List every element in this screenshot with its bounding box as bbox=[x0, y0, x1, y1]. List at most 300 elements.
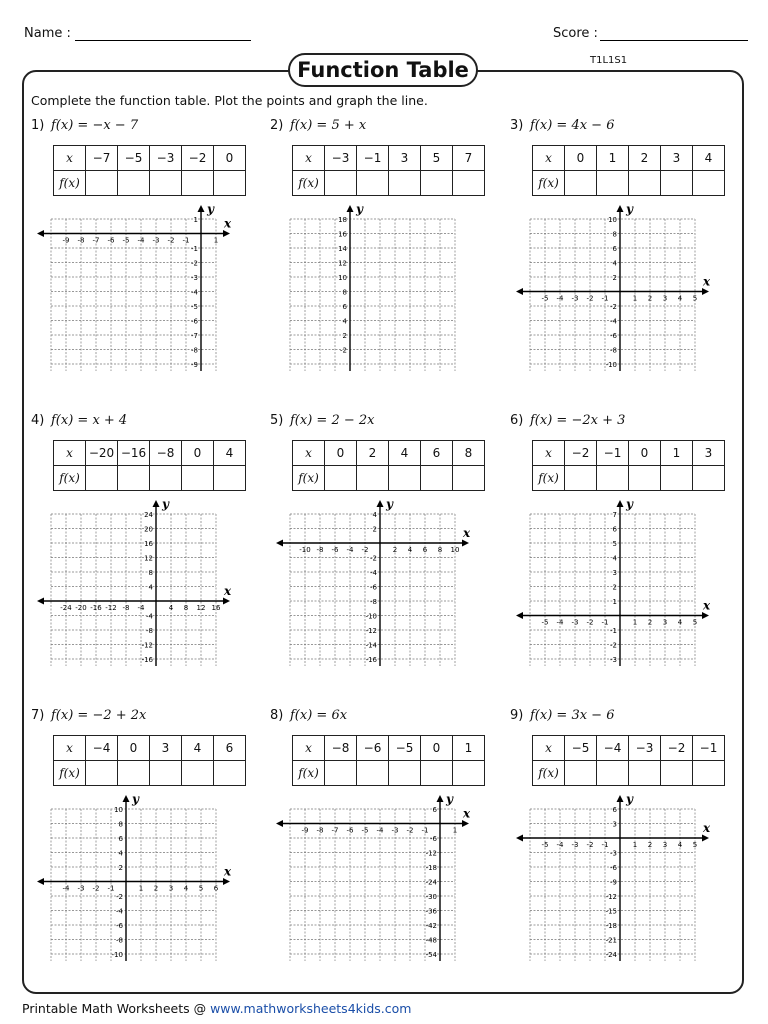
name-field bbox=[24, 26, 251, 41]
y-tick-label: -8 bbox=[370, 598, 377, 606]
x-tick-label: 2 bbox=[647, 618, 653, 627]
function-table bbox=[53, 440, 246, 491]
y-tick-label: 6 bbox=[612, 525, 617, 534]
function-rule: f(x) = 5 + x bbox=[290, 118, 367, 133]
y-tick-label: 5 bbox=[612, 540, 617, 548]
y-tick-label: -16 bbox=[141, 656, 153, 664]
x-value-cell: −5 bbox=[565, 736, 597, 761]
x-tick-label: -4 bbox=[346, 546, 354, 554]
y-tick-label: -4 bbox=[146, 612, 153, 621]
x-value-cell: 1 bbox=[597, 146, 629, 171]
problem-number: 5) bbox=[270, 413, 284, 428]
y-tick-label: 1 bbox=[612, 598, 617, 606]
x-value-cell: −2 bbox=[565, 441, 597, 466]
y-tick-label: 3 bbox=[612, 820, 617, 829]
x-tick-label: -4 bbox=[137, 236, 145, 245]
x-tick-label: -1 bbox=[601, 294, 609, 303]
x-tick-label: 4 bbox=[677, 618, 683, 627]
y-tick-label: -2 bbox=[191, 259, 198, 268]
x-tick-label: -8 bbox=[316, 546, 324, 554]
problem-number: 6) bbox=[510, 413, 524, 428]
x-tick-label: -20 bbox=[75, 604, 87, 612]
x-row-label: x bbox=[293, 736, 325, 761]
x-tick-label: -2 bbox=[167, 236, 175, 245]
problem-number: 4) bbox=[31, 413, 45, 428]
function-rule: f(x) = x + 4 bbox=[51, 413, 128, 428]
x-tick-label: -7 bbox=[92, 236, 100, 245]
y-tick-label: -2 bbox=[116, 893, 123, 901]
coordinate-grid[interactable] bbox=[510, 486, 710, 666]
x-tick-label: 6 bbox=[213, 884, 219, 893]
y-axis-letter: y bbox=[446, 792, 453, 806]
y-tick-label: -6 bbox=[610, 332, 617, 340]
x-tick-label: 1 bbox=[632, 841, 638, 849]
y-axis-letter: y bbox=[132, 792, 139, 806]
x-value-cell: −8 bbox=[150, 441, 182, 466]
y-tick-label: -42 bbox=[425, 922, 437, 930]
y-tick-label: 8 bbox=[342, 288, 347, 297]
fx-row-label: f(x) bbox=[293, 761, 325, 786]
x-value-cell: −20 bbox=[86, 441, 118, 466]
x-value-cell: 1 bbox=[661, 441, 693, 466]
x-value-cell: −4 bbox=[86, 736, 118, 761]
coordinate-grid[interactable] bbox=[31, 781, 231, 961]
y-tick-label: -14 bbox=[365, 641, 377, 650]
x-tick-label: 16 bbox=[211, 604, 221, 612]
y-tick-label: 12 bbox=[338, 259, 347, 268]
x-axis-letter: x bbox=[463, 806, 470, 821]
x-tick-label: 3 bbox=[662, 841, 668, 849]
y-tick-label: 7 bbox=[612, 511, 617, 519]
x-tick-label: 4 bbox=[677, 841, 683, 849]
x-value-cell: 6 bbox=[421, 441, 453, 466]
y-tick-label: -12 bbox=[605, 893, 617, 901]
x-tick-label: 4 bbox=[677, 294, 683, 303]
x-tick-label: -2 bbox=[406, 826, 414, 835]
fx-row-label: f(x) bbox=[54, 466, 86, 491]
axis-arrowhead bbox=[153, 500, 160, 507]
y-tick-label: 2 bbox=[612, 583, 617, 592]
x-tick-label: 1 bbox=[632, 618, 638, 627]
worksheet-code: T1L1S1 bbox=[590, 55, 628, 66]
x-tick-label: -1 bbox=[601, 618, 609, 627]
footer-prefix: Printable Math Worksheets @ bbox=[22, 1001, 211, 1016]
x-axis-letter: x bbox=[463, 526, 470, 540]
y-tick-label: -16 bbox=[365, 656, 377, 664]
x-axis-letter: x bbox=[703, 821, 710, 835]
x-tick-label: -9 bbox=[62, 236, 70, 245]
problem-number: 2) bbox=[270, 118, 284, 133]
problem-2 bbox=[270, 118, 500, 398]
axis-arrowhead bbox=[702, 835, 709, 842]
y-tick-label: -10 bbox=[605, 361, 617, 369]
problem-heading bbox=[270, 118, 366, 133]
x-value-cell: −6 bbox=[357, 736, 389, 761]
y-tick-label: -1 bbox=[610, 627, 617, 635]
x-row-label: x bbox=[293, 146, 325, 171]
fx-row-label: f(x) bbox=[533, 466, 565, 491]
x-value-cell: −2 bbox=[182, 146, 214, 171]
x-value-cell: −7 bbox=[86, 146, 118, 171]
y-tick-label: -8 bbox=[146, 627, 153, 635]
x-tick-label: -4 bbox=[556, 841, 564, 849]
problem-heading bbox=[31, 413, 127, 428]
x-tick-label: -5 bbox=[541, 841, 549, 849]
y-tick-label: 14 bbox=[338, 245, 347, 253]
x-tick-label: -5 bbox=[122, 236, 130, 245]
y-tick-label: -2 bbox=[610, 303, 617, 311]
axis-arrowhead bbox=[37, 230, 44, 237]
function-rule: f(x) = −2x + 3 bbox=[530, 413, 626, 428]
x-tick-label: -3 bbox=[391, 826, 399, 835]
y-tick-label: -2 bbox=[370, 554, 377, 563]
problem-number: 8) bbox=[270, 708, 284, 723]
x-value-cell: 0 bbox=[325, 441, 357, 466]
problem-1 bbox=[31, 118, 261, 398]
function-table bbox=[292, 735, 485, 786]
y-tick-label: -8 bbox=[191, 346, 198, 355]
x-value-cell: 0 bbox=[182, 441, 214, 466]
x-tick-label: 6 bbox=[422, 546, 428, 554]
x-tick-label: -7 bbox=[331, 826, 339, 835]
axis-arrowhead bbox=[347, 205, 354, 212]
x-tick-label: 10 bbox=[450, 546, 460, 554]
y-tick-label: -10 bbox=[111, 951, 123, 959]
axis-arrowhead bbox=[37, 878, 44, 885]
x-value-cell: 8 bbox=[453, 441, 485, 466]
coordinate-grid[interactable] bbox=[31, 191, 231, 371]
x-value-cell: 3 bbox=[693, 441, 725, 466]
x-tick-label: 5 bbox=[692, 618, 698, 627]
y-tick-label: -24 bbox=[605, 951, 617, 959]
fx-row-label: f(x) bbox=[293, 466, 325, 491]
y-tick-label: -48 bbox=[425, 936, 437, 945]
y-tick-label: -4 bbox=[191, 288, 198, 297]
y-axis-letter: y bbox=[626, 497, 633, 511]
problem-heading bbox=[270, 708, 347, 723]
problem-8 bbox=[270, 708, 500, 988]
x-value-cell: −1 bbox=[357, 146, 389, 171]
y-tick-label: 6 bbox=[118, 835, 123, 843]
problem-6 bbox=[510, 413, 740, 693]
x-tick-label: -6 bbox=[107, 236, 115, 245]
x-value-cell: −8 bbox=[325, 736, 357, 761]
y-tick-label: 6 bbox=[342, 303, 347, 311]
y-tick-label: 6 bbox=[612, 245, 617, 253]
x-tick-label: 1 bbox=[452, 826, 458, 835]
footer bbox=[22, 1001, 411, 1016]
y-tick-label: -2 bbox=[340, 346, 347, 355]
problem-heading bbox=[31, 118, 138, 133]
y-tick-label: -4 bbox=[116, 907, 123, 916]
y-tick-label: -12 bbox=[365, 627, 377, 635]
y-tick-label: 10 bbox=[114, 806, 123, 814]
coordinate-grid[interactable] bbox=[510, 191, 710, 371]
x-tick-label: -3 bbox=[152, 236, 160, 245]
fx-row-label: f(x) bbox=[533, 171, 565, 196]
x-tick-label: 2 bbox=[647, 294, 653, 303]
y-tick-label: 3 bbox=[612, 569, 617, 577]
x-tick-label: 5 bbox=[692, 294, 698, 303]
y-tick-label: -36 bbox=[425, 907, 437, 916]
x-row-label: x bbox=[54, 736, 86, 761]
function-rule: f(x) = −x − 7 bbox=[51, 118, 139, 133]
function-table bbox=[292, 145, 485, 196]
y-tick-label: -3 bbox=[191, 274, 198, 282]
instructions: Complete the function table. Plot the points and graph the line. bbox=[31, 93, 428, 108]
x-tick-label: 4 bbox=[168, 604, 174, 612]
axis-arrowhead bbox=[516, 288, 523, 295]
y-tick-label: -18 bbox=[605, 922, 617, 930]
x-value-cell: 6 bbox=[214, 736, 246, 761]
x-tick-label: -4 bbox=[556, 294, 564, 303]
y-tick-label: -10 bbox=[365, 612, 377, 621]
x-tick-label: -1 bbox=[182, 236, 190, 245]
problem-heading bbox=[270, 413, 374, 428]
name-label: Name : bbox=[24, 26, 71, 41]
y-axis-letter: y bbox=[626, 202, 633, 216]
axis-arrowhead bbox=[617, 500, 624, 507]
x-tick-label: -4 bbox=[62, 884, 70, 893]
function-rule: f(x) = 4x − 6 bbox=[530, 118, 615, 133]
x-value-cell: 0 bbox=[214, 146, 246, 171]
function-table bbox=[532, 145, 725, 196]
x-tick-label: 5 bbox=[198, 884, 204, 893]
fx-row-label: f(x) bbox=[54, 171, 86, 196]
x-tick-label: -5 bbox=[361, 826, 369, 835]
y-axis-letter: y bbox=[162, 497, 169, 511]
x-tick-label: -8 bbox=[77, 236, 85, 245]
x-value-cell: −1 bbox=[597, 441, 629, 466]
x-axis-letter: x bbox=[224, 864, 231, 879]
x-tick-label: -1 bbox=[107, 884, 115, 893]
x-tick-label: 3 bbox=[662, 618, 668, 627]
axis-arrowhead bbox=[276, 820, 283, 827]
y-tick-label: -6 bbox=[116, 922, 123, 930]
x-axis-letter: x bbox=[703, 598, 710, 613]
x-row-label: x bbox=[54, 146, 86, 171]
y-axis-letter: y bbox=[207, 202, 214, 216]
problem-number: 9) bbox=[510, 708, 524, 723]
x-tick-label: -8 bbox=[122, 604, 130, 612]
x-tick-label: 2 bbox=[153, 884, 159, 893]
y-tick-label: -1 bbox=[191, 245, 198, 253]
x-tick-label: -3 bbox=[571, 618, 579, 627]
x-value-cell: 0 bbox=[421, 736, 453, 761]
x-tick-label: 1 bbox=[213, 236, 219, 245]
x-tick-label: -5 bbox=[541, 618, 549, 627]
y-tick-label: 10 bbox=[608, 216, 617, 224]
function-rule: f(x) = 3x − 6 bbox=[530, 708, 615, 723]
x-tick-label: -12 bbox=[105, 604, 117, 612]
x-row-label: x bbox=[533, 441, 565, 466]
axis-arrowhead bbox=[462, 540, 469, 547]
y-tick-label: 6 bbox=[612, 806, 617, 814]
y-tick-label: 4 bbox=[148, 583, 153, 592]
x-value-cell: 0 bbox=[565, 146, 597, 171]
x-tick-label: -10 bbox=[299, 546, 311, 554]
y-tick-label: 4 bbox=[612, 554, 617, 563]
axis-arrowhead bbox=[198, 205, 205, 212]
x-value-cell: 3 bbox=[389, 146, 421, 171]
function-rule: f(x) = −2 + 2x bbox=[51, 708, 147, 723]
y-tick-label: -12 bbox=[425, 849, 437, 858]
x-tick-label: 1 bbox=[632, 294, 638, 303]
y-tick-label: 2 bbox=[612, 274, 617, 282]
coordinate-grid[interactable] bbox=[270, 191, 470, 371]
x-value-cell: −3 bbox=[629, 736, 661, 761]
x-value-cell: −5 bbox=[118, 146, 150, 171]
x-tick-label: -6 bbox=[331, 546, 339, 554]
x-value-cell: 3 bbox=[150, 736, 182, 761]
axis-arrowhead bbox=[462, 820, 469, 827]
y-tick-label: 6 bbox=[432, 806, 437, 814]
problem-3 bbox=[510, 118, 740, 398]
x-tick-label: -9 bbox=[301, 826, 309, 835]
axis-arrowhead bbox=[123, 795, 130, 802]
x-tick-label: -4 bbox=[556, 618, 564, 627]
x-tick-label: 1 bbox=[138, 884, 144, 893]
x-tick-label: 3 bbox=[168, 884, 174, 893]
footer-url[interactable]: www.mathworksheets4kids.com bbox=[210, 1001, 412, 1016]
y-tick-label: -7 bbox=[191, 332, 198, 340]
axis-arrowhead bbox=[702, 288, 709, 295]
x-row-label: x bbox=[533, 146, 565, 171]
axis-arrowhead bbox=[276, 540, 283, 547]
function-table bbox=[53, 145, 246, 196]
function-table bbox=[532, 735, 725, 786]
axis-arrowhead bbox=[516, 835, 523, 842]
x-value-cell: 2 bbox=[357, 441, 389, 466]
function-table bbox=[532, 440, 725, 491]
y-tick-label: -6 bbox=[370, 583, 377, 592]
fx-row-label: f(x) bbox=[54, 761, 86, 786]
x-value-cell: 4 bbox=[214, 441, 246, 466]
score-field bbox=[553, 26, 748, 41]
y-tick-label: -9 bbox=[191, 361, 198, 369]
y-tick-label: -4 bbox=[370, 569, 377, 577]
function-rule: f(x) = 6x bbox=[290, 708, 348, 723]
coordinate-grid[interactable] bbox=[510, 781, 710, 961]
x-tick-label: 3 bbox=[662, 294, 668, 303]
x-axis-letter: x bbox=[224, 584, 231, 598]
coordinate-grid[interactable] bbox=[270, 781, 470, 961]
y-tick-label: -8 bbox=[116, 936, 123, 945]
x-value-cell: −3 bbox=[150, 146, 182, 171]
y-tick-label: 12 bbox=[144, 554, 153, 563]
y-tick-label: 4 bbox=[342, 317, 347, 326]
score-label: Score : bbox=[553, 26, 598, 41]
y-tick-label: 4 bbox=[612, 259, 617, 268]
axis-arrowhead bbox=[223, 598, 230, 605]
y-tick-label: 4 bbox=[118, 849, 123, 858]
x-value-cell: −1 bbox=[693, 736, 725, 761]
coordinate-grid[interactable] bbox=[31, 486, 231, 666]
x-tick-label: -4 bbox=[376, 826, 384, 835]
y-tick-label: 2 bbox=[372, 525, 377, 534]
y-tick-label: -4 bbox=[610, 317, 617, 326]
y-axis-letter: y bbox=[626, 792, 633, 806]
problem-heading bbox=[510, 413, 625, 428]
y-tick-label: -6 bbox=[610, 864, 617, 872]
x-tick-label: -3 bbox=[571, 841, 579, 849]
x-row-label: x bbox=[54, 441, 86, 466]
x-tick-label: -1 bbox=[601, 841, 609, 849]
y-tick-label: -6 bbox=[191, 317, 198, 326]
fx-row-label: f(x) bbox=[533, 761, 565, 786]
problem-7 bbox=[31, 708, 261, 988]
problem-number: 1) bbox=[31, 118, 45, 133]
problem-number: 7) bbox=[31, 708, 45, 723]
x-value-cell: 0 bbox=[629, 441, 661, 466]
problem-4 bbox=[31, 413, 261, 693]
x-tick-label: -2 bbox=[92, 884, 100, 893]
x-axis-letter: x bbox=[703, 274, 710, 289]
x-tick-label: 4 bbox=[183, 884, 189, 893]
axis-arrowhead bbox=[617, 795, 624, 802]
x-value-cell: −16 bbox=[118, 441, 150, 466]
x-value-cell: −3 bbox=[325, 146, 357, 171]
page-title: Function Table bbox=[288, 53, 478, 87]
x-axis-letter: x bbox=[224, 216, 231, 231]
axis-arrowhead bbox=[617, 205, 624, 212]
x-value-cell: −2 bbox=[661, 736, 693, 761]
x-tick-label: -3 bbox=[77, 884, 85, 893]
x-value-cell: 7 bbox=[453, 146, 485, 171]
x-row-label: x bbox=[293, 441, 325, 466]
y-tick-label: -21 bbox=[605, 936, 617, 945]
y-tick-label: -15 bbox=[605, 907, 617, 916]
x-tick-label: -2 bbox=[361, 546, 369, 554]
y-tick-label: -8 bbox=[610, 346, 617, 355]
y-tick-label: 24 bbox=[144, 511, 153, 519]
y-tick-label: -2 bbox=[610, 641, 617, 650]
x-tick-label: -6 bbox=[346, 826, 354, 835]
x-value-cell: 4 bbox=[182, 736, 214, 761]
x-row-label: x bbox=[533, 736, 565, 761]
x-tick-label: -24 bbox=[60, 604, 72, 612]
x-value-cell: 3 bbox=[661, 146, 693, 171]
x-tick-label: 12 bbox=[196, 604, 206, 612]
x-value-cell: −5 bbox=[389, 736, 421, 761]
x-tick-label: -2 bbox=[586, 618, 594, 627]
x-tick-label: -16 bbox=[90, 604, 102, 612]
y-tick-label: -54 bbox=[425, 951, 437, 959]
y-tick-label: -30 bbox=[425, 893, 437, 901]
x-tick-label: -2 bbox=[586, 294, 594, 303]
x-tick-label: 8 bbox=[183, 604, 189, 612]
y-tick-label: 4 bbox=[372, 511, 377, 519]
function-rule: f(x) = 2 − 2x bbox=[290, 413, 375, 428]
y-tick-label: 10 bbox=[338, 274, 347, 282]
x-value-cell: 1 bbox=[453, 736, 485, 761]
x-tick-label: -8 bbox=[316, 826, 324, 835]
y-tick-label: -5 bbox=[191, 303, 198, 311]
x-value-cell: 4 bbox=[693, 146, 725, 171]
y-tick-label: -9 bbox=[610, 878, 617, 887]
y-tick-label: 1 bbox=[193, 216, 198, 224]
coordinate-grid[interactable] bbox=[270, 486, 470, 666]
x-value-cell: 4 bbox=[389, 441, 421, 466]
problem-5 bbox=[270, 413, 500, 693]
y-axis-letter: y bbox=[356, 202, 363, 216]
axis-arrowhead bbox=[377, 500, 384, 507]
y-tick-label: 8 bbox=[148, 569, 153, 577]
x-tick-label: -3 bbox=[571, 294, 579, 303]
fx-row-label: f(x) bbox=[293, 171, 325, 196]
axis-arrowhead bbox=[516, 612, 523, 619]
x-tick-label: 2 bbox=[647, 841, 653, 849]
